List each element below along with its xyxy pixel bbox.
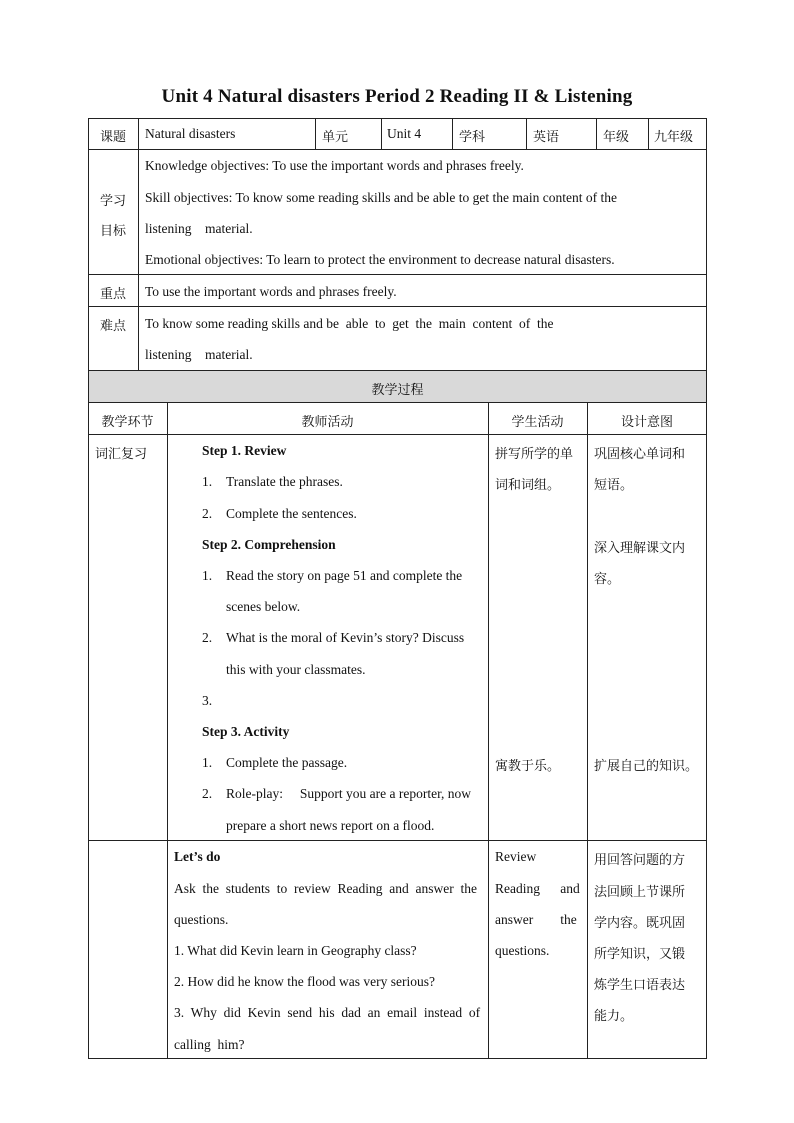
divider (648, 118, 649, 150)
difficult-points-line-1: To know some reading skills and be able to get the main content of the (145, 316, 554, 331)
row2-question-3a: 3. Why did Kevin send his dad an email instead of (174, 1005, 481, 1020)
key-points-label: 重点 (99, 287, 126, 302)
step1-item-2: Complete the sentences. (226, 506, 357, 521)
step2-title: Step 2. Comprehension (202, 537, 336, 552)
objective-knowledge: Knowledge objectives: To use the important words and phrases freely. (145, 158, 524, 173)
step3-num-1: 1. (202, 755, 213, 770)
row2-question-2: 2. How did he know the flood was very serious? (174, 974, 435, 989)
grade-label: 年级 (603, 130, 630, 145)
step1-num-2: 2. (202, 506, 213, 521)
objective-emotional: Emotional objectives: To learn to protect the environment to decrease natural disasters. (145, 252, 615, 267)
objectives-label-1: 学习 (99, 194, 126, 209)
step2-num-2: 2. (202, 630, 213, 645)
unit-label: 单元 (322, 130, 349, 145)
row1-student-2: 寓教于乐。 (495, 759, 561, 774)
row1-purpose-1b: 短语。 (594, 478, 634, 493)
step1-title: Step 1. Review (202, 443, 287, 458)
topic-value: Natural disasters (145, 126, 236, 141)
row1-purpose-2b: 容。 (594, 572, 621, 587)
step2-num-1: 1. (202, 568, 213, 583)
column-student: 学生活动 (511, 415, 564, 430)
row2-purpose-6: 能力。 (594, 1009, 634, 1024)
row2-question-1: 1. What did Kevin learn in Geography class? (174, 943, 417, 958)
row2-line-1: Ask the students to review Reading and answer the (174, 881, 477, 896)
divider (381, 118, 382, 150)
grade-value: 九年级 (654, 130, 694, 145)
column-teacher: 教师活动 (301, 415, 354, 430)
row2-line-2: questions. (174, 912, 229, 927)
row1-purpose-2a: 深入理解课文内 (594, 541, 686, 556)
step3-title: Step 3. Activity (202, 724, 290, 739)
row2-question-3b: calling him? (174, 1037, 245, 1052)
subject-value: 英语 (533, 130, 560, 145)
row2-student-2: Reading and (495, 881, 580, 896)
difficult-points-line-2: listening material. (145, 347, 253, 362)
row1-purpose-3: 扩展自己的知识。 (594, 759, 699, 774)
row1-stage: 词汇复习 (95, 447, 148, 462)
divider (452, 118, 453, 150)
row2-purpose-2: 法回顾上节课所 (594, 885, 686, 900)
subject-label: 学科 (459, 130, 486, 145)
divider (315, 118, 316, 150)
key-points-text: To use the important words and phrases freely. (145, 284, 397, 299)
step3-item-2a: Role-play: Support you are a reporter, now (226, 786, 472, 801)
topic-label: 课题 (99, 130, 126, 145)
objective-skill: Skill objectives: To know some reading skills and be able to get the main content of the (145, 190, 617, 205)
process-header-label: 教学过程 (371, 383, 424, 398)
divider (138, 118, 139, 150)
row2-student-1: Review (495, 849, 537, 864)
row2-student-4: questions. (495, 943, 550, 958)
step1-item-1: Translate the phrases. (226, 474, 343, 489)
step2-item-1a: Read the story on page 51 and complete the (226, 568, 463, 583)
step2-item-1b: scenes below. (226, 599, 301, 614)
divider (596, 118, 597, 150)
step3-item-1: Complete the passage. (226, 755, 348, 770)
step3-num-2: 2. (202, 786, 213, 801)
divider (526, 118, 527, 150)
row1-student-1b: 词和词组。 (495, 478, 561, 493)
row2-title: Let’s do (174, 849, 221, 864)
row1-student-1a: 拼写所学的单 (495, 447, 574, 462)
column-purpose: 设计意图 (620, 415, 673, 430)
row2-purpose-3: 学内容。既巩固 (594, 916, 686, 931)
step1-num-1: 1. (202, 474, 213, 489)
step3-item-2b: prepare a short news report on a flood. (226, 818, 435, 833)
row2-purpose-1: 用回答问题的方 (594, 853, 686, 868)
row1-purpose-1a: 巩固核心单词和 (594, 447, 686, 462)
difficult-points-label: 难点 (99, 319, 126, 334)
objective-skill-cont: listening material. (145, 221, 253, 236)
row2-purpose-5: 炼学生口语表达 (594, 978, 686, 993)
document-title: Unit 4 Natural disasters Period 2 Reading II & Listening (161, 86, 633, 107)
column-stage: 教学环节 (101, 415, 154, 430)
row2-purpose-4: 所学知识，又锻 (594, 947, 686, 962)
unit-value: Unit 4 (387, 126, 422, 141)
step2-item-2b: this with your classmates. (226, 662, 366, 677)
step2-item-2a: What is the moral of Kevin’s story? Discuss (226, 630, 465, 645)
step2-num-3: 3. (202, 693, 213, 708)
row2-student-3: answer the (495, 912, 577, 927)
objectives-label-2: 目标 (99, 224, 126, 239)
